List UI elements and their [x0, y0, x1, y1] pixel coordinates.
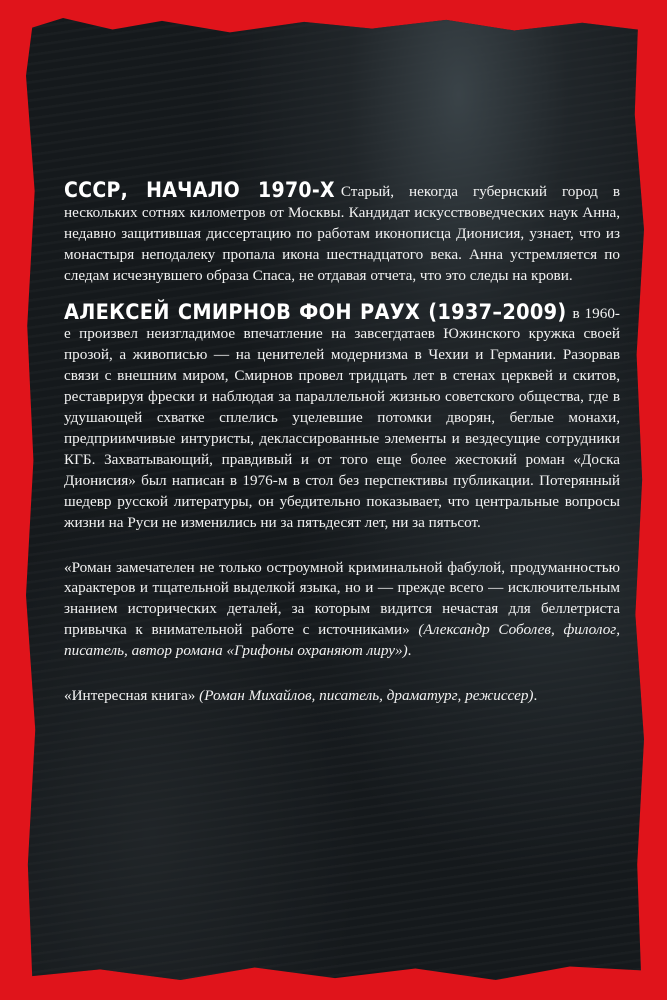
review-quote — [64, 558, 620, 663]
setting-heading: СССР, НАЧАЛО 1970-Х — [64, 178, 335, 202]
author-heading: АЛЕКСЕЙ СМИРНОВ ФОН РАУХ (1937–2009) — [64, 299, 567, 325]
synopsis-paragraph — [64, 180, 620, 287]
back-cover-text — [64, 180, 620, 707]
short-quote-end: . — [533, 687, 538, 705]
review-quote-text: «Роман замечателен не только остроумной криминальной фабулой, продуманностью характеров и тщательной выделкой языка, но и — прежде всего — исключительным знанием исторических деталей, за которым видится нечастая для беллетриста привычка к внимательной работе с источниками» — [64, 558, 620, 639]
short-quote — [64, 686, 620, 707]
author-paragraph — [64, 299, 620, 534]
review-quote-attribution: (Александр Соболев, филолог, писатель, автор романа «Грифоны охраняют лиру») — [64, 621, 621, 660]
short-quote-attribution: (Роман Михайлов, писатель, драматург, режиссер) — [199, 687, 534, 705]
author-text: в 1960-е произвел неизгладимое впечатление на завсегдатаев Южинского кружка своей прозой, а живописью — на ценителей модернизма в Чехии и Германии. Разорвав связи с внешним миром, Смирнов провел тридцать лет в стенах церквей и скитов, реставрируя фрески и наблюдая за параллельной жизнью советского общества, где в удушающей схватке сплелись уцелевшие потомки дворян, беглые монахи, предприимчивые интуристы, деклассированные элементы и вездесущие сотрудники КГБ. Захватывающий, правдивый и от того еще более жестокий роман «Доска Дионисия» был написан в 1976-м в стол без перспективы публикации. Потерянный шедевр русской литературы, он убедительно показывает, что центральные вопросы жизни на Руси не изменились ни за пятьдесят лет, ни за пятьсот. — [64, 304, 620, 531]
review-quote-end: . — [407, 642, 412, 660]
synopsis-text: Старый, некогда губернский город в нескольких сотнях километров от Москвы. Кандидат искусствоведческих наук Анна, недавно защитившая диссертацию по работам иконописца Дионисия, узнает, что из монастыря неподалеку пропала икона шестнадцатого века. Анна устремляется по следам исчезнувшего образа Спаса, не отдавая отчета, что это следы на крови. — [64, 183, 620, 284]
short-quote-text: «Интересная книга» — [64, 687, 196, 705]
